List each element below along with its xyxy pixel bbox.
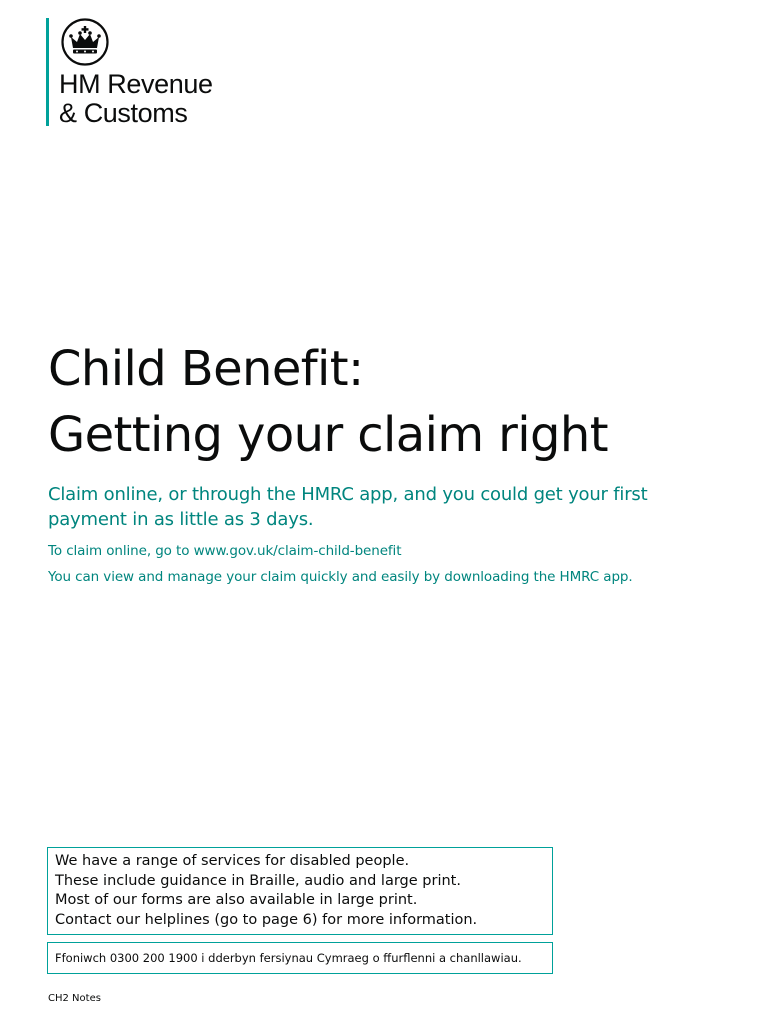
intro-text: Claim online, or through the HMRC app, and you could get your first payment in as little as 3 days. (48, 484, 648, 530)
brand-name (59, 70, 213, 128)
page-title (48, 336, 608, 468)
title-line-1: Child Benefit: (48, 341, 364, 397)
hmrc-logo (46, 18, 213, 128)
accessibility-line-4: Contact our helplines (go to page 6) for more information. (55, 911, 478, 928)
brand-line-1: HM Revenue (59, 69, 213, 99)
accessibility-line-1: We have a range of services for disabled people. (55, 853, 410, 869)
title-line-2: Getting your claim right (48, 407, 608, 463)
brand-line-2: & Customs (59, 98, 188, 128)
welsh-language-box: Ffoniwch 0300 200 1900 i dderbyn fersiynau Cymraeg o ffurflenni a chanllawiau. (47, 942, 553, 974)
accessibility-line-3: Most of our forms are also available in large print. (55, 892, 418, 908)
accessibility-info-box (47, 847, 553, 935)
hmrc-app-text: You can view and manage your claim quickly and easily by downloading the HMRC app. (48, 569, 633, 585)
royal-crown-crest-icon (61, 18, 109, 66)
form-code: CH2 Notes (48, 993, 101, 1004)
accessibility-line-2: These include guidance in Braille, audio and large print. (55, 872, 461, 889)
claim-online-text: To claim online, go to www.gov.uk/claim-child-benefit (48, 543, 402, 559)
